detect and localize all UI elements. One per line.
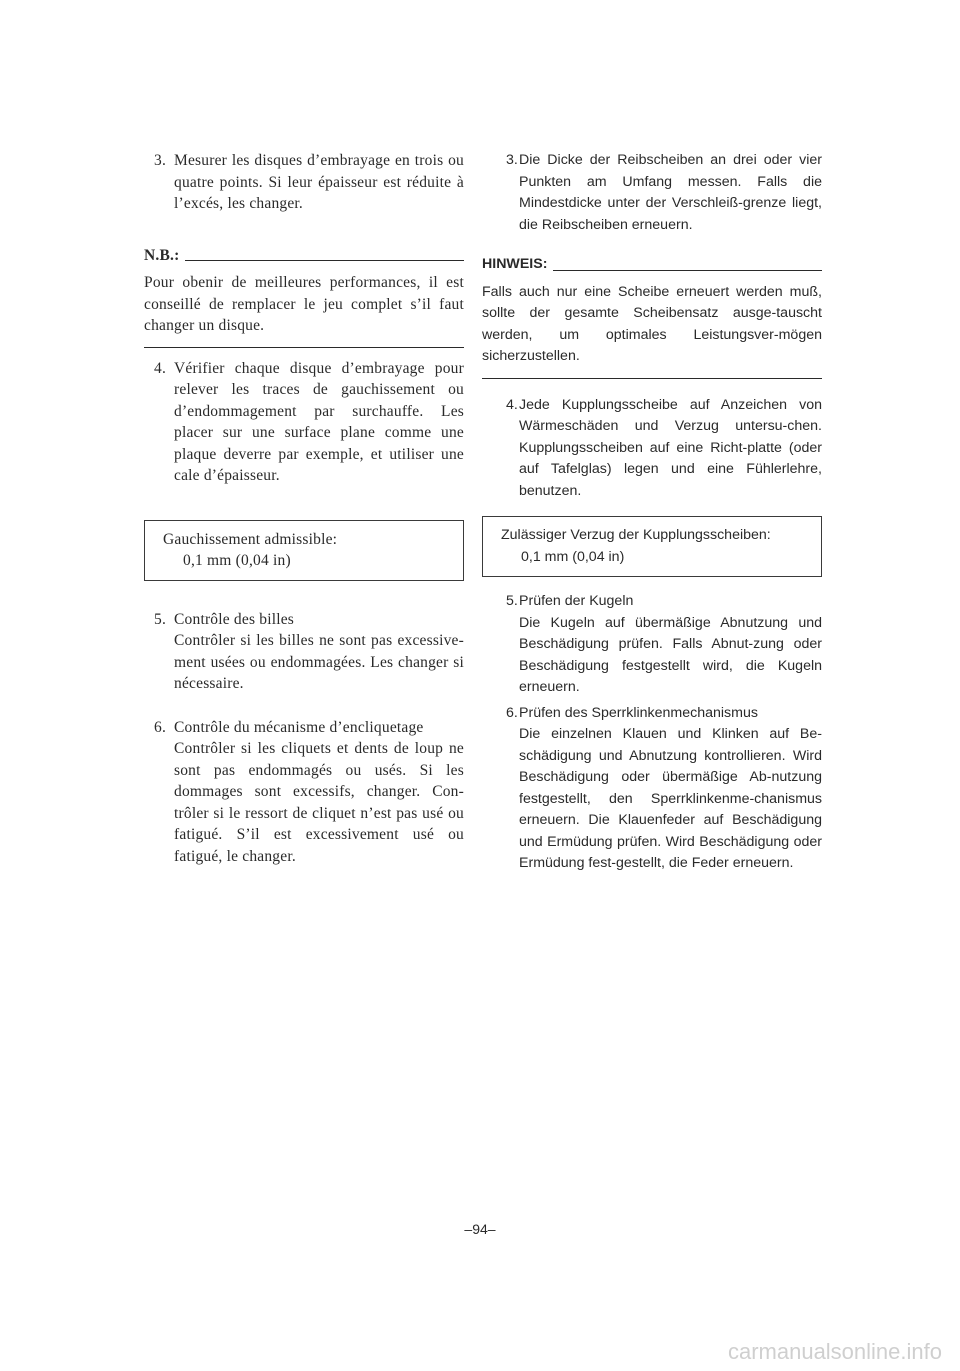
fr-spec-box (144, 520, 464, 581)
fr-step-5-number: 5. (154, 610, 167, 628)
fr-note-rule (185, 260, 464, 261)
de-step-3-text: Die Dicke der Reibscheiben an drei oder vier Punkten am Umfang messen. Falls die Mindestdicke unter der Verschleiß-grenze liegt, die Reibscheiben erneuern. (519, 152, 822, 233)
fr-step-4 (144, 358, 464, 487)
de-note-end-rule (482, 368, 822, 379)
fr-step-5 (144, 609, 464, 695)
de-step-6-number: 6. (506, 704, 518, 721)
fr-step-3-text: Mesurer les disques d’embrayage en trois ou quatre points. Si leur épaisseur est réduite à l’excés, les changer. (174, 152, 464, 212)
fr-step-5-text: Contrôler si les billes ne sont pas excessive-ment usées ou endommagées. Les changer si nécessaire. (174, 632, 464, 692)
page-number: –94– (464, 1221, 496, 1237)
de-note-label: HINWEIS: (482, 256, 548, 272)
fr-step-6-title: Contrôle du mécanisme d’encliquetage (174, 718, 424, 736)
fr-step-5-title: Contrôle des billes (174, 610, 295, 628)
de-step-4-text: Jede Kupplungsscheibe auf Anzeichen von Wärmeschäden und Verzug untersu-chen. Kupplungsscheiben auf eine Richt-platte (oder auf Tafelglas) legen und eine Fühlerlehre, benutzen. (519, 396, 822, 499)
de-step-5-title: Prüfen der Kugeln (519, 593, 634, 609)
fr-step-3-number: 3. (154, 152, 167, 169)
french-column (144, 150, 464, 867)
de-step-3-number: 3. (506, 152, 518, 168)
fr-step-6-number: 6. (154, 718, 167, 736)
fr-note-label: N.B.: (144, 246, 180, 264)
de-step-6-title: Prüfen des Sperrklinkenmechanismus (519, 704, 758, 721)
de-note-header (482, 254, 822, 276)
de-step-5-number: 5. (506, 593, 518, 609)
de-note-rule (553, 270, 822, 271)
de-step-5 (482, 591, 822, 699)
fr-step-6 (144, 717, 464, 868)
fr-note-end-rule (144, 337, 464, 348)
fr-step-6-text: Contrôler si les cliquets et dents de loup ne sont pas endommagés ou usés. Si les dommages sont excessifs, changer. Con-trôler si le ressort de cliquet n’est pas usé ou fatigué. S’il est excessivement usé ou fatigué, le changer. (174, 740, 464, 865)
de-step-4-number: 4. (506, 396, 518, 413)
de-spec-value: 0,1 mm (0,04 in) (521, 548, 625, 565)
de-note-text: Falls auch nur eine Scheibe erneuert werden muß, sollte der gesamte Scheibensatz ausge-tauscht werden, um optimales Leistungsver-mögen sicherzustellen. (482, 283, 822, 364)
de-step-6-text: Die einzelnen Klauen und Klinken auf Be-schädigung und Abnutzung kontrollieren. Wird Beschädigung oder übermäßige Ab-nutzung festgestellt, den Sperrklinkenme-chanismus erneuern. Die Klauenfeder auf Beschädigung und Ermüdung prüfen. Wird Beschädigung oder Ermüdung fest-gestellt, die Feder erneuern. (519, 726, 822, 871)
fr-step-4-number: 4. (154, 359, 167, 377)
de-spec-box (482, 516, 822, 577)
de-step-5-text: Die Kugeln auf übermäßige Abnutzung und Beschädigung prüfen. Falls Abnut-zung oder Beschädigung festgestellt wird, die Kugeln erneuern. (519, 614, 822, 695)
fr-note-text: Pour obenir de meilleures performances, il est conseillé de remplacer le jeu complet s’il faut changer un disque. (144, 274, 464, 334)
german-column (482, 150, 822, 875)
fr-spec-value: 0,1 mm (0,04 in) (183, 552, 291, 569)
fr-note-header (144, 245, 464, 267)
watermark: carmanualsonline.info (727, 1339, 942, 1364)
de-step-3 (482, 150, 822, 236)
de-step-6 (482, 703, 822, 875)
fr-spec-label: Gauchissement admissible: (163, 530, 338, 548)
fr-step-3 (144, 150, 464, 215)
de-spec-label: Zulässiger Verzug der Kupplungsscheiben: (501, 527, 771, 543)
de-step-4 (482, 395, 822, 503)
fr-step-4-text: Vérifier chaque disque d’embrayage pour relever les traces de gauchissement ou d’endommagement par surchauffe. Les placer sur une surface plane comme une plaque deverre par exemple, et utiliser une cale d’épaisseur. (174, 359, 464, 484)
